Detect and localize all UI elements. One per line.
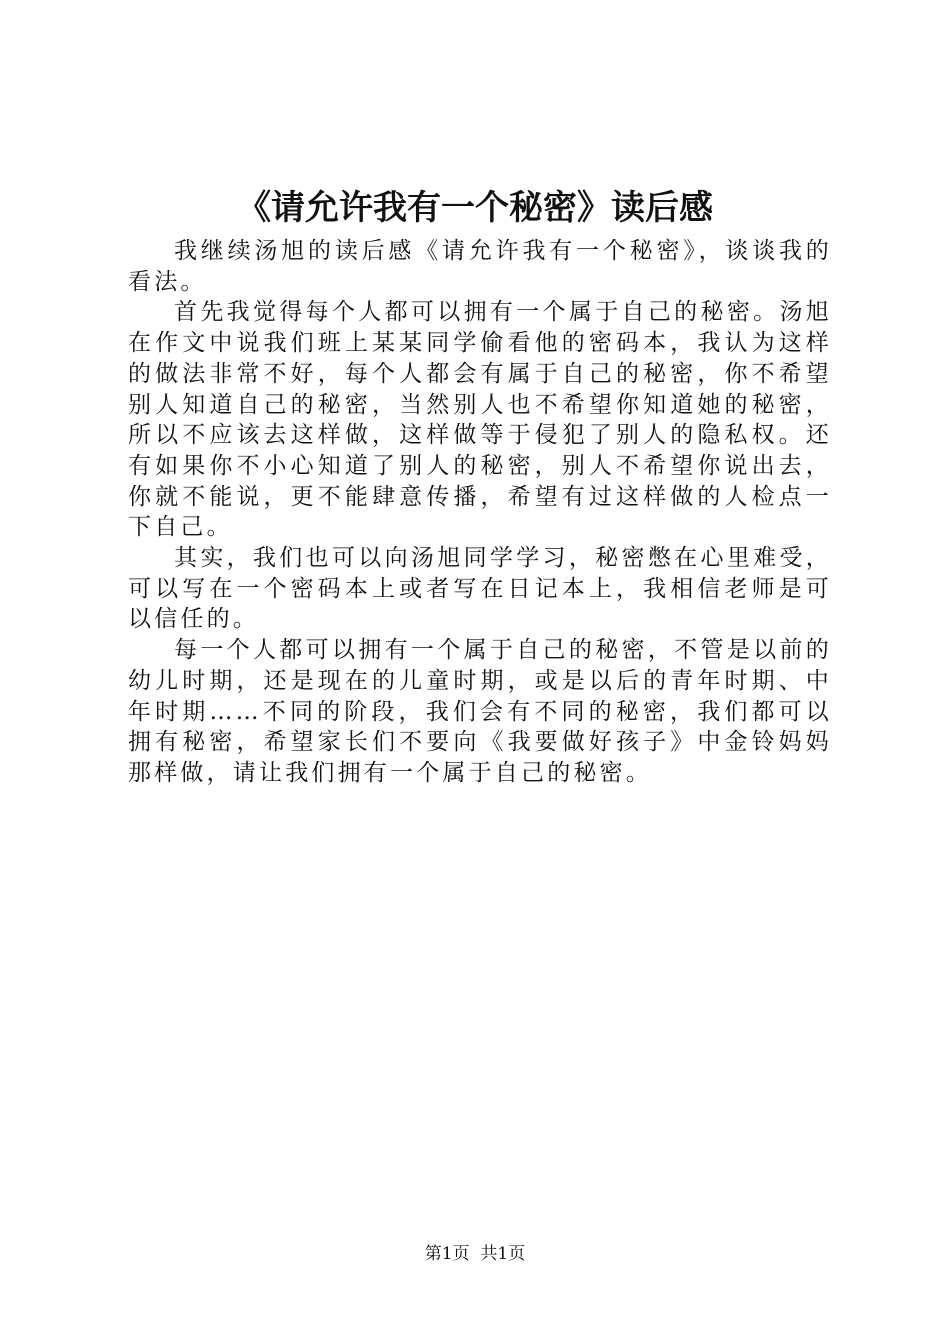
paragraph: 首先我觉得每个人都可以拥有一个属于自己的秘密。汤旭在作文中说我们班上某某同学偷看他的密码本，我认为这样的做法非常不好，每个人都会有属于自己的秘密，你不希望别人知道自己的秘密，当然别人也不希望你知道她的秘密，所以不应该去这样做，这样做等于侵犯了别人的隐私权。还有如果你不小心知道了别人的秘密，别人不希望你说出去，你就不能说，更不能肆意传播，希望有过这样做的人检点一下自己。 [128, 299, 832, 541]
document-body [128, 236, 832, 789]
paragraph: 其实，我们也可以向汤旭同学学习，秘密憋在心里难受，可以写在一个密码本上或者写在日记本上，我相信老师是可以信任的。 [128, 545, 832, 633]
paragraph: 我继续汤旭的读后感《请允许我有一个秘密》，谈谈我的看法。 [128, 238, 832, 295]
paragraph: 每一个人都可以拥有一个属于自己的秘密，不管是以前的幼儿时期，还是现在的儿童时期，或是以后的青年时期、中年时期……不同的阶段，我们会有不同的秘密，我们都可以拥有秘密，希望家长们不要向《我要做好孩子》中金铃妈妈那样做，请让我们拥有一个属于自己的秘密。 [128, 637, 832, 786]
page-footer [0, 1242, 950, 1266]
page-number-label: 第1页 共1页 [424, 1244, 526, 1264]
document-title: 《请允许我有一个秘密》读后感 [237, 188, 713, 228]
